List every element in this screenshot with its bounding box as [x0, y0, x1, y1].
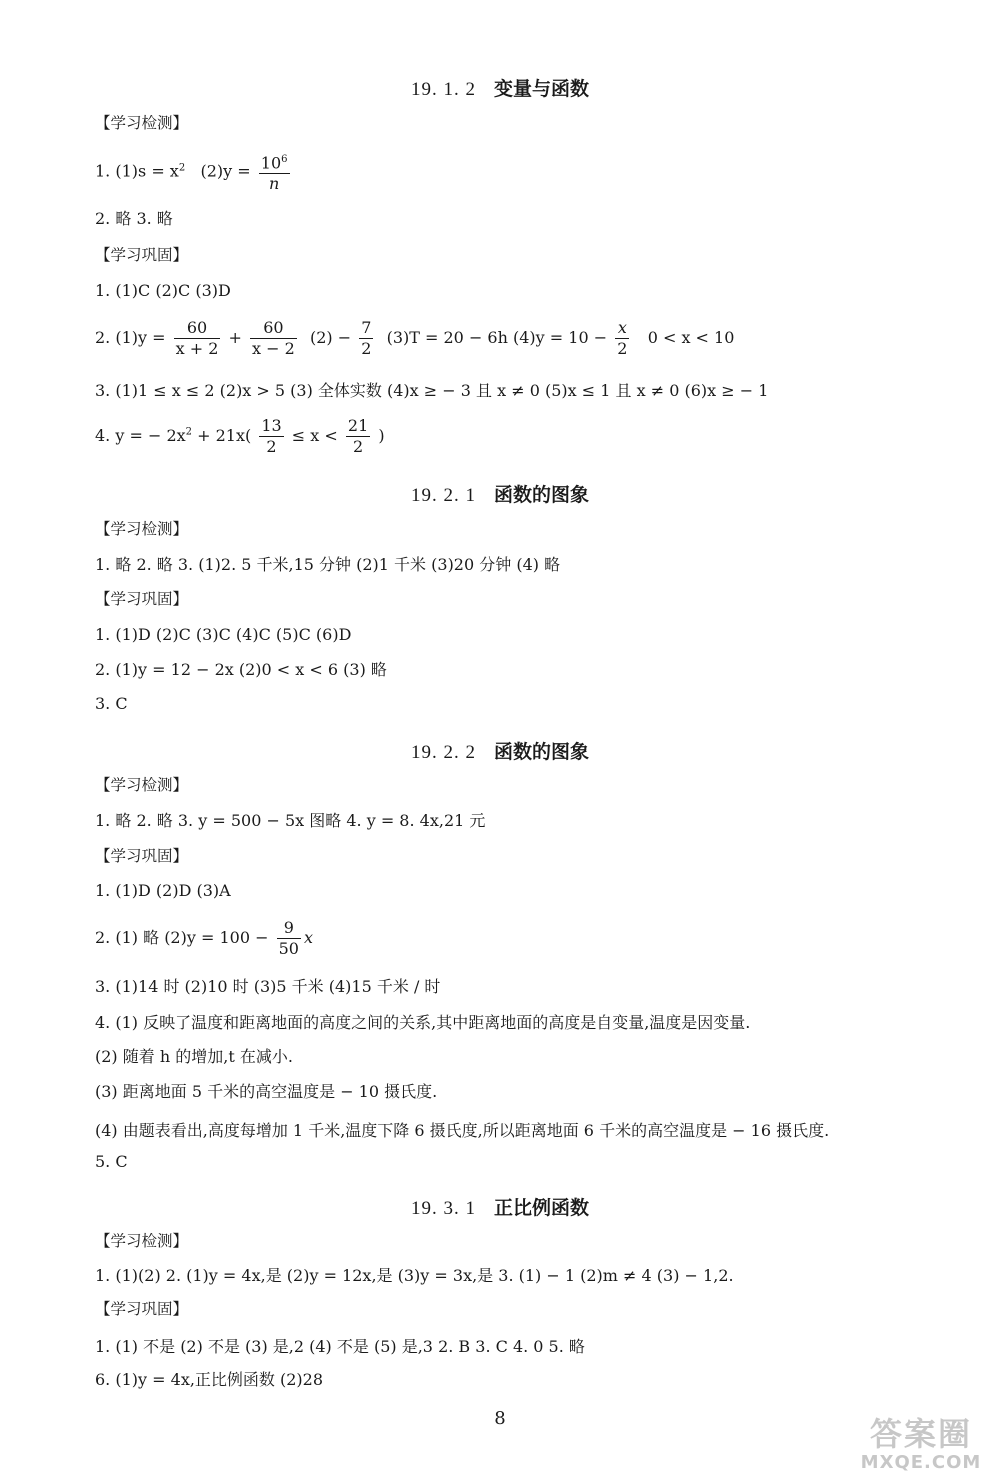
answer-text: + [228, 328, 242, 347]
answer-line: 1. (1) 不是 (2) 不是 (3) 是,2 (4) 不是 (5) 是,3 2. B 3. C 4. 0 5. 略 [95, 1337, 585, 1356]
numerator: 60 [186, 318, 208, 337]
fraction [359, 318, 373, 359]
fraction [250, 318, 297, 359]
watermark-logo [846, 1415, 996, 1477]
answer-text: (2)y = [200, 161, 251, 181]
denominator: 2 [617, 339, 628, 358]
numerator: 13 [261, 416, 282, 435]
denominator: 2 [361, 339, 372, 358]
answer-text: 1. (1)s = x [95, 161, 179, 181]
label-check: 【学习检测】 [95, 114, 189, 132]
answer-line: (2) 随着 h 的增加,t 在减小. [95, 1047, 293, 1066]
answer-text: x [303, 928, 313, 947]
answer-line: 4. (1) 反映了温度和距离地面的高度之间的关系,其中距离地面的高度是自变量,温度是因变量. [95, 1013, 751, 1032]
label-check: 【学习检测】 [95, 520, 189, 538]
section-number: 19. 2. 2 [410, 742, 476, 763]
label-consolidate: 【学习巩固】 [95, 847, 189, 865]
answer-text: ) [378, 426, 385, 445]
numerator: 60 [263, 318, 284, 337]
answer-line [95, 416, 385, 457]
answer-line [95, 150, 293, 194]
label-consolidate: 【学习巩固】 [95, 1300, 189, 1318]
label-consolidate: 【学习巩固】 [95, 590, 189, 608]
section-number: 19. 1. 2 [410, 79, 476, 100]
denominator: 50 [278, 939, 299, 958]
denominator: x − 2 [252, 339, 295, 358]
section-heading [0, 1193, 1000, 1220]
section-heading [0, 480, 1000, 507]
denominator: n [259, 173, 290, 194]
section-title: 正比例函数 [493, 1197, 589, 1219]
fraction [277, 918, 301, 959]
page-number: 8 [494, 1408, 506, 1429]
answer-text: (3)T = 20 − 6h (4)y = 10 − [386, 328, 608, 347]
denominator: 2 [346, 436, 370, 457]
answer-line: 2. 略 3. 略 [95, 209, 173, 228]
answer-line: 5. C [95, 1152, 128, 1171]
answer-line: 1. 略 2. 略 3. y = 500 − 5x 图略 4. y = 8. 4x,21 元 [95, 811, 486, 830]
answer-text: 0 < x < 10 [647, 328, 735, 347]
section-heading [0, 74, 1000, 101]
answer-text: 4. y = − 2x [95, 426, 186, 445]
numerator: 7 [361, 318, 372, 337]
answer-text: (2) − [309, 328, 352, 347]
answer-line: 1. (1)D (2)C (3)C (4)C (5)C (6)D [95, 625, 352, 644]
section-title: 变量与函数 [493, 78, 589, 100]
answer-line: 3. (1)1 ≤ x ≤ 2 (2)x > 5 (3) 全体实数 (4)x ≥ − 3 且 x ≠ 0 (5)x ≤ 1 且 x ≠ 0 (6)x ≥ − 1 [95, 381, 769, 400]
denominator: 2 [259, 436, 283, 457]
watermark-text: 答案圈 [869, 1415, 972, 1453]
answer-line: 2. (1)y = 12 − 2x (2)0 < x < 6 (3) 略 [95, 660, 387, 679]
label-consolidate: 【学习巩固】 [95, 246, 189, 264]
numerator: 21 [347, 416, 369, 435]
denominator: x + 2 [175, 339, 219, 358]
answer-line: 6. (1)y = 4x,正比例函数 (2)28 [95, 1370, 324, 1389]
numerator: 9 [283, 918, 294, 937]
section-number: 19. 3. 1 [410, 1198, 476, 1219]
answer-line: 1. (1)D (2)D (3)A [95, 881, 231, 900]
fraction [259, 416, 283, 457]
answer-line: (3) 距离地面 5 千米的高空温度是 − 10 摄氏度. [95, 1082, 438, 1101]
answer-line: 1. (1)C (2)C (3)D [95, 281, 231, 300]
fraction [615, 318, 629, 359]
answer-line: 3. C [95, 694, 128, 713]
answer-text: 2. (1) 略 (2)y = 100 − [95, 928, 269, 947]
answer-line [95, 318, 734, 359]
answer-text: ≤ x < [291, 426, 338, 445]
exponent: 2 [185, 426, 193, 438]
numerator: 10 [260, 153, 282, 173]
label-check: 【学习检测】 [95, 776, 189, 794]
answer-line: 3. (1)14 时 (2)10 时 (3)5 千米 (4)15 千米 / 时 [95, 977, 441, 996]
answer-text: + 21x( [192, 426, 252, 445]
numerator: x [617, 318, 627, 337]
exponent: 6 [281, 154, 288, 165]
section-title: 函数的图象 [493, 741, 589, 763]
answer-line [95, 918, 313, 959]
section-heading [0, 737, 1000, 764]
fraction [346, 416, 370, 457]
answer-text: 2. (1)y = [95, 328, 166, 347]
fraction [174, 318, 221, 359]
answer-line: 1. 略 2. 略 3. (1)2. 5 千米,15 分钟 (2)1 千米 (3)20 分钟 (4) 略 [95, 555, 561, 574]
label-check: 【学习检测】 [95, 1232, 189, 1250]
fraction [259, 150, 290, 194]
answer-line: (4) 由题表看出,高度每增加 1 千米,温度下降 6 摄氏度,所以距离地面 6 千米的高空温度是 − 16 摄氏度. [95, 1121, 830, 1140]
section-number: 19. 2. 1 [410, 485, 476, 506]
exponent: 2 [178, 162, 186, 174]
section-title: 函数的图象 [493, 484, 589, 506]
answer-line: 1. (1)(2) 2. (1)y = 4x,是 (2)y = 12x,是 (3)y = 3x,是 3. (1) − 1 (2)m ≠ 4 (3) − 1,2. [95, 1266, 734, 1285]
watermark-text: MXQE.COM [860, 1452, 982, 1473]
